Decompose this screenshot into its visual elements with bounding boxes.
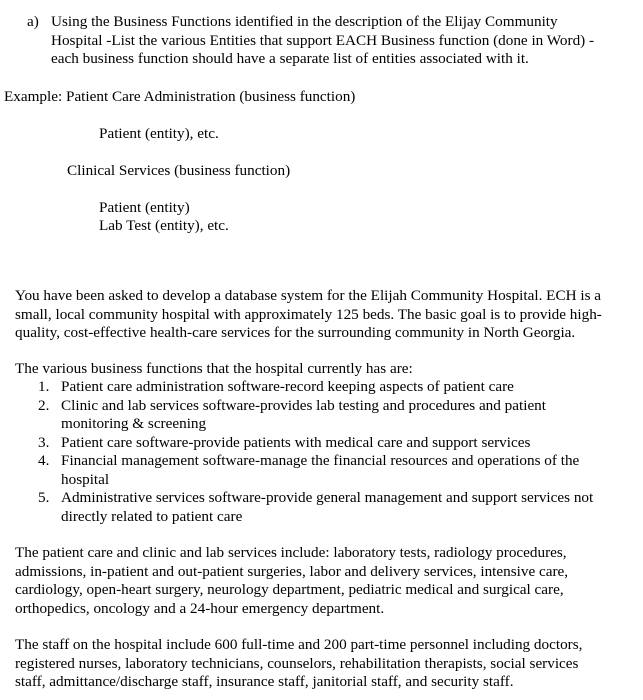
question-line: Using the Business Functions identified in the description of the Elijay Community — [51, 13, 558, 30]
list-item — [15, 397, 635, 434]
paragraph-line: The various business functions that the hospital currently has are: — [15, 360, 413, 377]
list-item — [15, 452, 635, 489]
functions-intro — [15, 360, 640, 379]
list-item-line: hospital — [61, 470, 110, 488]
example-heading: Example: Patient Care Administration (business function) — [4, 88, 356, 105]
paragraph-line: The patient care and clinic and lab services include: laboratory tests, radiology procedures, — [15, 544, 567, 561]
question-line: each business function should have a separate list of entities associated with it. — [51, 50, 529, 67]
paragraph-line: You have been asked to develop a database system for the Elijah Community Hospital. ECH is a — [15, 287, 602, 304]
list-item — [15, 489, 635, 526]
paragraph-line: quality, cost-effective health-care services for the surrounding community in North Georgia. — [15, 324, 576, 341]
list-item-line: Financial management software-manage the financial resources and operations of the — [61, 452, 580, 469]
list-item-line: directly related to patient care — [61, 507, 243, 525]
list-item-line: Patient care software-provide patients with medical care and support services — [61, 433, 531, 451]
paragraph-line: admissions, in-patient and out-patient surgeries, labor and delivery services, intensive care, — [15, 562, 569, 580]
list-number: 4. — [38, 452, 50, 469]
paragraph-line: cardiology, open-heart surgery, neurology department, pediatric medical and surgical care, — [15, 581, 564, 598]
list-item-line: Clinic and lab services software-provides lab testing and procedures and patient — [61, 396, 546, 414]
list-number: 5. — [38, 489, 50, 506]
list-number: 1. — [38, 378, 50, 395]
paragraph-line: orthopedics, oncology and a 24-hour emergency department. — [15, 599, 385, 617]
example-entity: Patient (entity), etc. — [99, 125, 219, 142]
list-number: 2. — [38, 396, 50, 414]
functions-list — [15, 378, 635, 526]
list-item-line: monitoring & screening — [61, 415, 207, 432]
example-entity: Patient (entity) — [99, 199, 190, 216]
paragraph-line: small, local community hospital with approximately 125 beds. The basic goal is to provide high- — [15, 305, 602, 323]
paragraph-line: staff, admittance/discharge staff, insurance staff, janitorial staff, and security staff. — [15, 673, 514, 690]
staff-paragraph — [15, 636, 640, 692]
list-number: 3. — [38, 433, 50, 451]
example-function: Clinical Services (business function) — [67, 162, 291, 179]
list-item-line: Patient care administration software-record keeping aspects of patient care — [61, 378, 514, 395]
intro-paragraph — [15, 287, 640, 343]
list-item — [15, 378, 635, 397]
example-entity: Lab Test (entity), etc. — [99, 217, 229, 234]
paragraph-line: The staff on the hospital include 600 full-time and 200 part-time personnel including doctors, — [15, 636, 583, 653]
question-text — [51, 13, 636, 69]
services-paragraph — [15, 544, 640, 618]
question-marker: a) — [27, 13, 39, 30]
question-line: Hospital -List the various Entities that support EACH Business function (done in Word) - — [51, 31, 595, 49]
list-item-line: Administrative services software-provide general management and support services not — [61, 489, 594, 506]
list-item — [15, 434, 635, 453]
paragraph-line: registered nurses, laboratory technicians, counselors, rehabilitation therapists, social services — [15, 654, 579, 672]
